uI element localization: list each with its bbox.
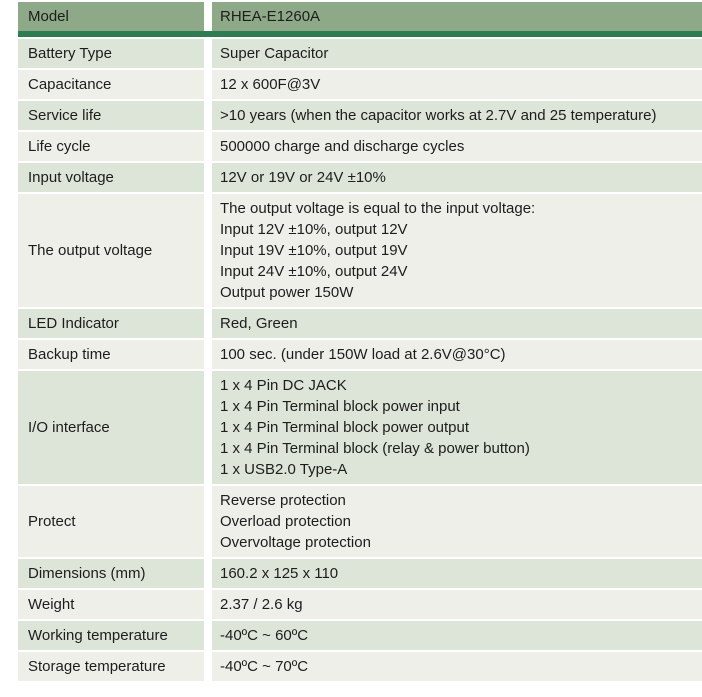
row-value: 500000 charge and discharge cycles xyxy=(212,132,702,161)
row-value: 100 sec. (under 150W load at 2.6V@30°C) xyxy=(212,340,702,369)
table-row-dimensions xyxy=(18,559,702,588)
row-label: I/O interface xyxy=(18,371,204,484)
header-value xyxy=(212,2,702,31)
row-value: 12 x 600F@3V xyxy=(212,70,702,99)
row-label: Working temperature xyxy=(18,621,204,650)
header-label: Model xyxy=(18,2,204,31)
row-value: 160.2 x 125 x 110 xyxy=(212,559,702,588)
row-label: Storage temperature xyxy=(18,652,204,681)
table-row-led-indicator xyxy=(18,309,702,338)
table-row-io-interface xyxy=(18,371,702,484)
spec-table xyxy=(18,2,702,681)
row-label: Weight xyxy=(18,590,204,619)
row-value: Red, Green xyxy=(212,309,702,338)
row-label: Battery Type xyxy=(18,39,204,68)
row-value: Reverse protection Overload protection Overvoltage protection xyxy=(212,486,702,557)
table-row-output-voltage xyxy=(18,194,702,307)
table-row-protect xyxy=(18,486,702,557)
table-row-battery-type xyxy=(18,39,702,68)
table-row-weight xyxy=(18,590,702,619)
row-value: 12V or 19V or 24V ±10% xyxy=(212,163,702,192)
row-label: Life cycle xyxy=(18,132,204,161)
row-value: -40ºC ~ 70ºC xyxy=(212,652,702,681)
row-value: The output voltage is equal to the input voltage: Input 12V ±10%, output 12V Input 19V ±10%, output 19V Input 24V ±10%, output 24V Output power 150W xyxy=(212,194,702,307)
row-label: Capacitance xyxy=(18,70,204,99)
row-label: Backup time xyxy=(18,340,204,369)
row-label: LED Indicator xyxy=(18,309,204,338)
table-body xyxy=(18,39,702,681)
row-label: Service life xyxy=(18,101,204,130)
row-label: Protect xyxy=(18,486,204,557)
table-row-working-temperature xyxy=(18,621,702,650)
row-value: >10 years (when the capacitor works at 2.7V and 25 temperature) xyxy=(212,101,702,130)
row-label: Dimensions (mm) xyxy=(18,559,204,588)
table-row-storage-temperature xyxy=(18,652,702,681)
table-row-life-cycle xyxy=(18,132,702,161)
table-row-backup-time xyxy=(18,340,702,369)
header-value-text: RHEA-E1260A xyxy=(220,8,321,25)
table-row-capacitance xyxy=(18,70,702,99)
row-value: Super Capacitor xyxy=(212,39,702,68)
header-divider xyxy=(18,31,702,37)
table-row-service-life xyxy=(18,101,702,130)
row-label: The output voltage xyxy=(18,194,204,307)
row-value: -40ºC ~ 60ºC xyxy=(212,621,702,650)
table-header-row xyxy=(18,2,702,31)
row-label: Input voltage xyxy=(18,163,204,192)
row-value: 1 x 4 Pin DC JACK 1 x 4 Pin Terminal block power input 1 x 4 Pin Terminal block power output 1 x 4 Pin Terminal block (relay & power button) 1 x USB2.0 Type-A xyxy=(212,371,702,484)
table-row-input-voltage xyxy=(18,163,702,192)
row-value: 2.37 / 2.6 kg xyxy=(212,590,702,619)
